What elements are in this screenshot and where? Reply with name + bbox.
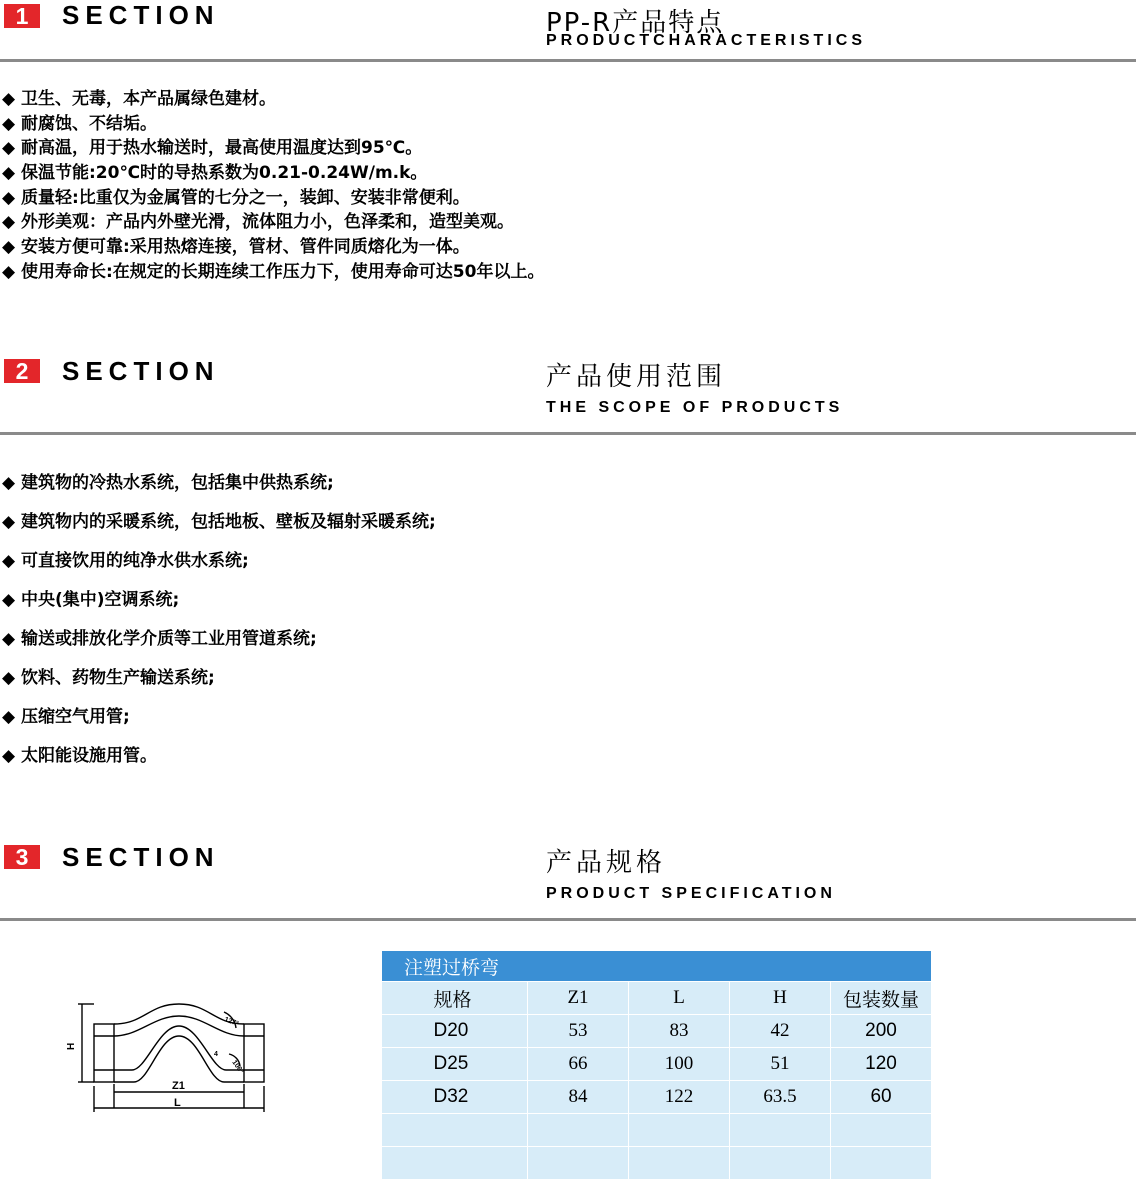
table-title-row	[382, 951, 932, 982]
section-1-label: SECTION	[62, 0, 220, 30]
table-cell	[831, 1114, 932, 1147]
column-header: L	[629, 982, 730, 1015]
section-2-number-badge: 2	[4, 359, 40, 383]
section-3-number-badge: 3	[4, 845, 40, 869]
table-cell	[528, 1114, 629, 1147]
table-cell: 51	[730, 1048, 831, 1081]
list-item: ◆ 耐高温，用于热水输送时，最高使用温度达到95℃。	[2, 136, 544, 161]
diamond-bullet-icon: ◆	[2, 629, 16, 649]
table-cell: 122	[629, 1081, 730, 1114]
list-item: ◆ 可直接饮用的纯净水供水系统;	[2, 542, 436, 581]
table-cell	[528, 1147, 629, 1180]
section-2-label: SECTION	[62, 356, 220, 386]
table-cell: 53	[528, 1015, 629, 1048]
table-cell: 83	[629, 1015, 730, 1048]
diamond-bullet-icon: ◆	[2, 237, 16, 258]
table-cell: D25	[382, 1048, 528, 1081]
product-characteristics-list	[2, 87, 544, 285]
section-1-title-en: PRODUCTCHARACTERISTICS	[546, 32, 866, 49]
table-cell	[382, 1114, 528, 1147]
list-item: ◆ 建筑物内的采暖系统，包括地板、壁板及辐射采暖系统;	[2, 503, 436, 542]
diamond-bullet-icon: ◆	[2, 707, 16, 727]
table-row	[382, 1114, 932, 1147]
table-cell: 200	[831, 1015, 932, 1048]
section-2-title-zh: 产品使用范围	[546, 362, 727, 392]
list-item: ◆ 耐腐蚀、不结垢。	[2, 112, 544, 137]
angle-bottom-label: 106°	[230, 1059, 245, 1076]
section-1-title-zh: PP-R产品特点	[546, 8, 725, 38]
table-cell: 100	[629, 1048, 730, 1081]
diamond-bullet-icon: ◆	[2, 668, 16, 688]
diamond-bullet-icon: ◆	[2, 187, 16, 208]
diamond-bullet-icon: ◆	[2, 138, 16, 159]
angle-mid-label: 4	[214, 1051, 218, 1058]
table-cell: 84	[528, 1081, 629, 1114]
section-2-title-en: THE SCOPE OF PRODUCTS	[546, 399, 844, 416]
table-cell	[730, 1147, 831, 1180]
list-item: ◆ 饮料、药物生产输送系统;	[2, 659, 436, 698]
list-item: ◆ 卫生、无毒，本产品属绿色建材。	[2, 87, 544, 112]
table-cell: 63.5	[730, 1081, 831, 1114]
column-header: 包装数量	[831, 982, 932, 1015]
list-item: ◆ 外形美观：产品内外壁光滑，流体阻力小，色泽柔和，造型美观。	[2, 210, 544, 235]
table-cell: 60	[831, 1081, 932, 1114]
section-3-divider	[0, 918, 1136, 921]
diamond-bullet-icon: ◆	[2, 113, 16, 134]
angle-top-label: 127°	[223, 1016, 240, 1028]
table-row	[382, 1147, 932, 1180]
dimension-h-label: H	[66, 1042, 77, 1050]
diamond-bullet-icon: ◆	[2, 473, 16, 493]
section-3-title-zh: 产品规格	[546, 848, 667, 878]
table-cell: D32	[382, 1081, 528, 1114]
section-3-label: SECTION	[62, 842, 220, 872]
scope-of-products-list	[2, 464, 436, 776]
section-1-divider	[0, 59, 1136, 62]
table-header-row	[382, 982, 932, 1015]
section-2-divider	[0, 432, 1136, 435]
table-cell	[730, 1114, 831, 1147]
list-item: ◆ 太阳能设施用管。	[2, 737, 436, 776]
table-cell	[382, 1147, 528, 1180]
table-cell: D20	[382, 1015, 528, 1048]
table-cell	[629, 1114, 730, 1147]
list-item: ◆ 压缩空气用管;	[2, 698, 436, 737]
list-item: ◆ 质量轻:比重仅为金属管的七分之一，装卸、安装非常便利。	[2, 186, 544, 211]
diamond-bullet-icon: ◆	[2, 261, 16, 282]
table-cell	[629, 1147, 730, 1180]
dimension-z1-label: Z1	[172, 1080, 185, 1092]
table-row	[382, 1048, 932, 1081]
diamond-bullet-icon: ◆	[2, 89, 16, 109]
diamond-bullet-icon: ◆	[2, 512, 16, 532]
section-1-number-badge: 1	[4, 4, 40, 28]
bypass-bend-diagram	[64, 996, 274, 1116]
list-item: ◆ 输送或排放化学介质等工业用管道系统;	[2, 620, 436, 659]
table-cell: 66	[528, 1048, 629, 1081]
list-item: ◆ 中央(集中)空调系统;	[2, 581, 436, 620]
table-row	[382, 1081, 932, 1114]
table-row	[382, 1015, 932, 1048]
list-item: ◆ 建筑物的冷热水系统，包括集中供热系统;	[2, 464, 436, 503]
dimension-l-label: L	[174, 1097, 181, 1109]
table-cell	[831, 1147, 932, 1180]
list-item: ◆ 使用寿命长:在规定的长期连续工作压力下，使用寿命可达50年以上。	[2, 260, 544, 285]
product-spec-table	[381, 950, 932, 1180]
column-header: 规格	[382, 982, 528, 1015]
section-3-title-en: PRODUCT SPECIFICATION	[546, 885, 836, 902]
column-header: Z1	[528, 982, 629, 1015]
diamond-bullet-icon: ◆	[2, 212, 16, 233]
list-item: ◆ 安装方便可靠:采用热熔连接，管材、管件同质熔化为一体。	[2, 235, 544, 260]
column-header: H	[730, 982, 831, 1015]
diamond-bullet-icon: ◆	[2, 551, 16, 571]
list-item: ◆ 保温节能:20℃时的导热系数为0.21-0.24W/m.k。	[2, 161, 544, 186]
table-title: 注塑过桥弯	[382, 951, 932, 982]
diamond-bullet-icon: ◆	[2, 746, 16, 766]
table-cell: 42	[730, 1015, 831, 1048]
table-cell: 120	[831, 1048, 932, 1081]
diamond-bullet-icon: ◆	[2, 163, 16, 184]
diamond-bullet-icon: ◆	[2, 590, 16, 610]
